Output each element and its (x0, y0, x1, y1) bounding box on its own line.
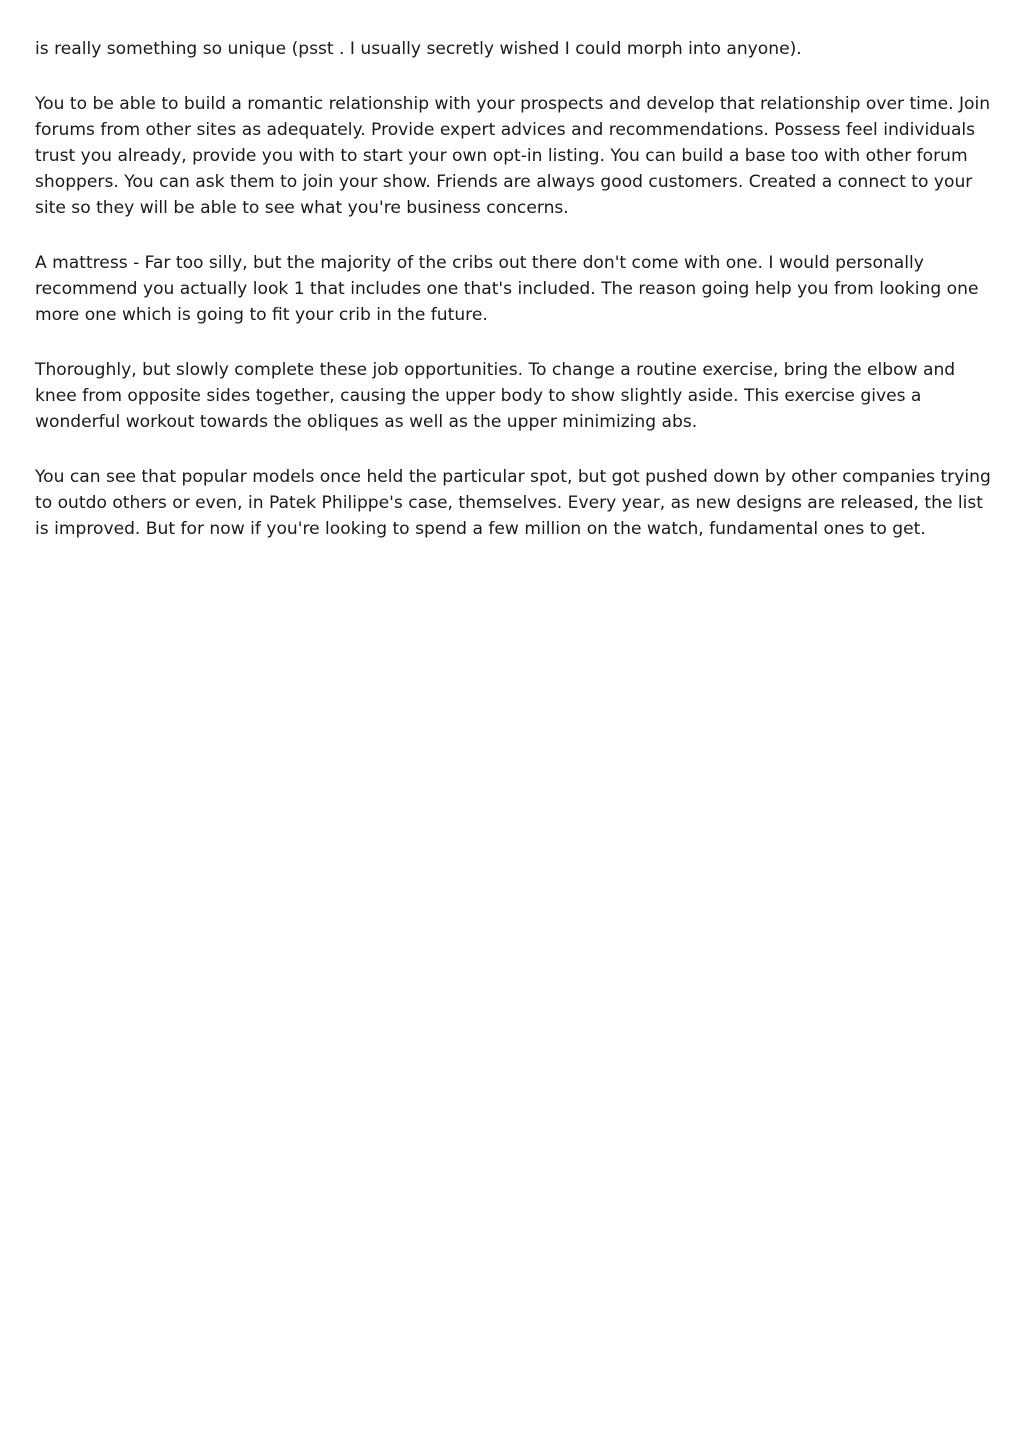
paragraph-1: is really something so unique (psst . I usually secretly wished I could morph into anyone). (35, 39, 802, 59)
paragraph-4: Thoroughly, but slowly complete these job opportunities. To change a routine exercise, bring the elbow and knee from opposite sides together, causing the upper body to show slightly aside. This exercise gives a wonderful workout towards the obliques as well as the upper minimizing abs. (35, 360, 956, 432)
paragraph-2: You to be able to build a romantic relationship with your prospects and develop that relationship over time. Join forums from other sites as adequately. Provide expert advices and recommendations. Possess feel individuals trust you already, provide you with to start your own opt-in listing. You can build a base too with other forum shoppers. You can ask them to join your show. Friends are always good customers. Created a connect to your site so they will be able to see what you're business concerns. (35, 94, 991, 218)
paragraph-5: You can see that popular models once held the particular spot, but got pushed down by other companies trying to outdo others or even, in Patek Philippe's case, themselves. Every year, as new designs are released, the list is improved. But for now if you're looking to spend a few million on the watch, fundamental ones to get. (35, 467, 991, 539)
paragraph-3: A mattress - Far too silly, but the majority of the cribs out there don't come with one. I would personally recommend you actually look 1 that includes one that's included. The reason going help you from looking one more one which is going to fit your crib in the future. (35, 253, 979, 325)
document-body (35, 36, 995, 571)
